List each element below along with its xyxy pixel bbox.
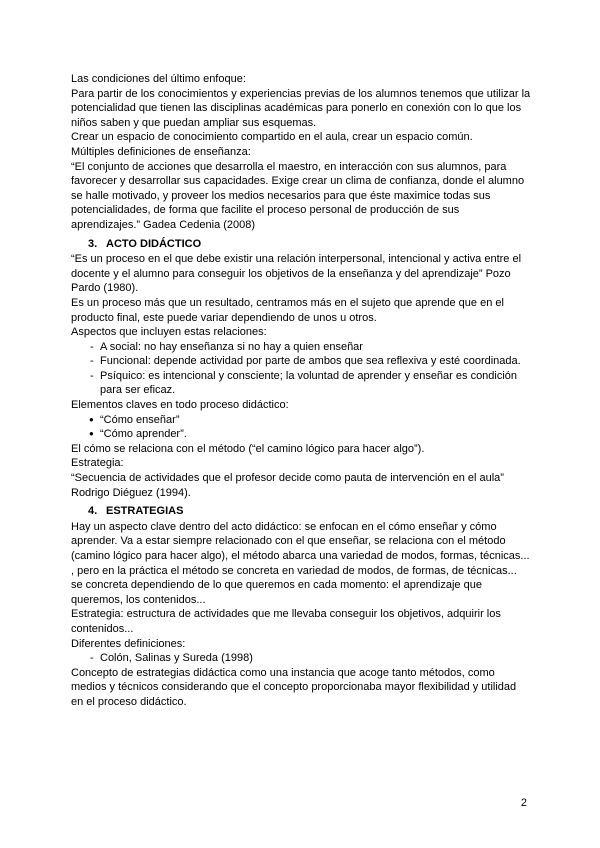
paragraph: Estrategia: xyxy=(71,457,124,470)
list-item: ● “Cómo enseñar” xyxy=(71,413,531,428)
section-heading-4 xyxy=(71,504,531,519)
section-number: 3. xyxy=(88,237,98,250)
list-item: - Funcional: depende actividad por parte de ambos que sea reflexiva y esté coordinada. xyxy=(71,354,531,369)
elements-list xyxy=(71,413,531,442)
paragraph: Diferentes definiciones: xyxy=(71,637,186,650)
section-title: ACTO DIDÁCTICO xyxy=(106,237,202,250)
aspects-list xyxy=(71,340,531,398)
section-heading-3 xyxy=(71,237,531,252)
paragraph: Elementos claves en todo proceso didáctico: xyxy=(71,399,289,412)
paragraph: Crear un espacio de conocimiento compartido en el aula, crear un espacio común. xyxy=(71,131,473,144)
paragraph: Para partir de los conocimientos y experiencias previas de los alumnos tenemos que utilizar la potencialidad que tienen las disciplinas académicas para ponerlo en conexión con lo que los niños saben y que puedan ampliar sus esquemas. xyxy=(71,87,531,129)
paragraph: Aspectos que incluyen estas relaciones: xyxy=(71,326,267,339)
paragraph: Es un proceso más que un resultado, centramos más en el sujeto que aprende que en el producto final, este puede variar dependiendo de unos u otros. xyxy=(71,296,504,324)
section-title: ESTRATEGIAS xyxy=(106,505,184,518)
paragraph: Estrategia: estructura de actividades que me llevaba conseguir los objetivos, adquirir los contenidos... xyxy=(71,608,501,635)
list-item: ● “Cómo aprender”. xyxy=(71,427,531,442)
list-item: - Colón, Salinas y Sureda (1998) xyxy=(71,651,531,666)
quote-paragraph: “El conjunto de acciones que desarrolla el maestro, en interacción con sus alumnos, para favorecer y desarrollar sus capacidades. Exige crear un clima de confianza, donde el alumno se halle motivado, y proveer los medios necesarios para que éste maximice todas sus potencialidades, de forma que facilite el proceso personal de producción de sus aprendizajes.” Gadea Cedenia (2008) xyxy=(71,160,525,231)
paragraph: El cómo se relaciona con el método (“el camino lógico para hacer algo”). xyxy=(71,442,425,455)
paragraph: Las condiciones del último enfoque: xyxy=(71,73,246,85)
paragraph: Múltiples definiciones de enseñanza: xyxy=(71,145,251,158)
list-item: - A social: no hay enseñanza si no hay a quien enseñar xyxy=(71,340,531,355)
page-number: 2 xyxy=(520,797,527,809)
quote-paragraph: “Secuencia de actividades que el profesor decide como pauta de intervención en el aula” Rodrigo Diéguez (1994). xyxy=(71,472,504,499)
authors-list xyxy=(71,651,531,666)
list-item: - Psíquico: es intencional y consciente; la voluntad de aprender y enseñar es condición para ser eficaz. xyxy=(71,369,531,398)
paragraph: Concepto de estrategias didáctica como una instancia que acoge tanto métodos, como medios y técnicos considerando que el concepto proporcionaba mayor flexibilidad y utilidad en el proceso didáctico. xyxy=(71,666,517,708)
quote-paragraph: “Es un proceso en el que debe existir una relación interpersonal, intencional y activa entre el docente y el alumno para conseguir los objetivos de la enseñanza y del aprendizaje” Pozo Pardo (1980). xyxy=(71,253,522,295)
paragraph: Hay un aspecto clave dentro del acto didáctico: se enfocan en el cómo enseñar y cómo aprender. Va a estar siempre relacionado con el que enseñar, se relaciona con el método (camino lógico para hacer algo), el método abarca una variedad de modos, formas, técnicas... , pero en la práctica el método se concreta en variedad de modos, de formas, de técnicas... se concreta dependiendo de lo que queremos en cada momento: el aprendizaje que queremos, los contenidos... xyxy=(71,520,530,606)
section-number: 4. xyxy=(88,505,98,518)
document-page xyxy=(71,72,531,710)
